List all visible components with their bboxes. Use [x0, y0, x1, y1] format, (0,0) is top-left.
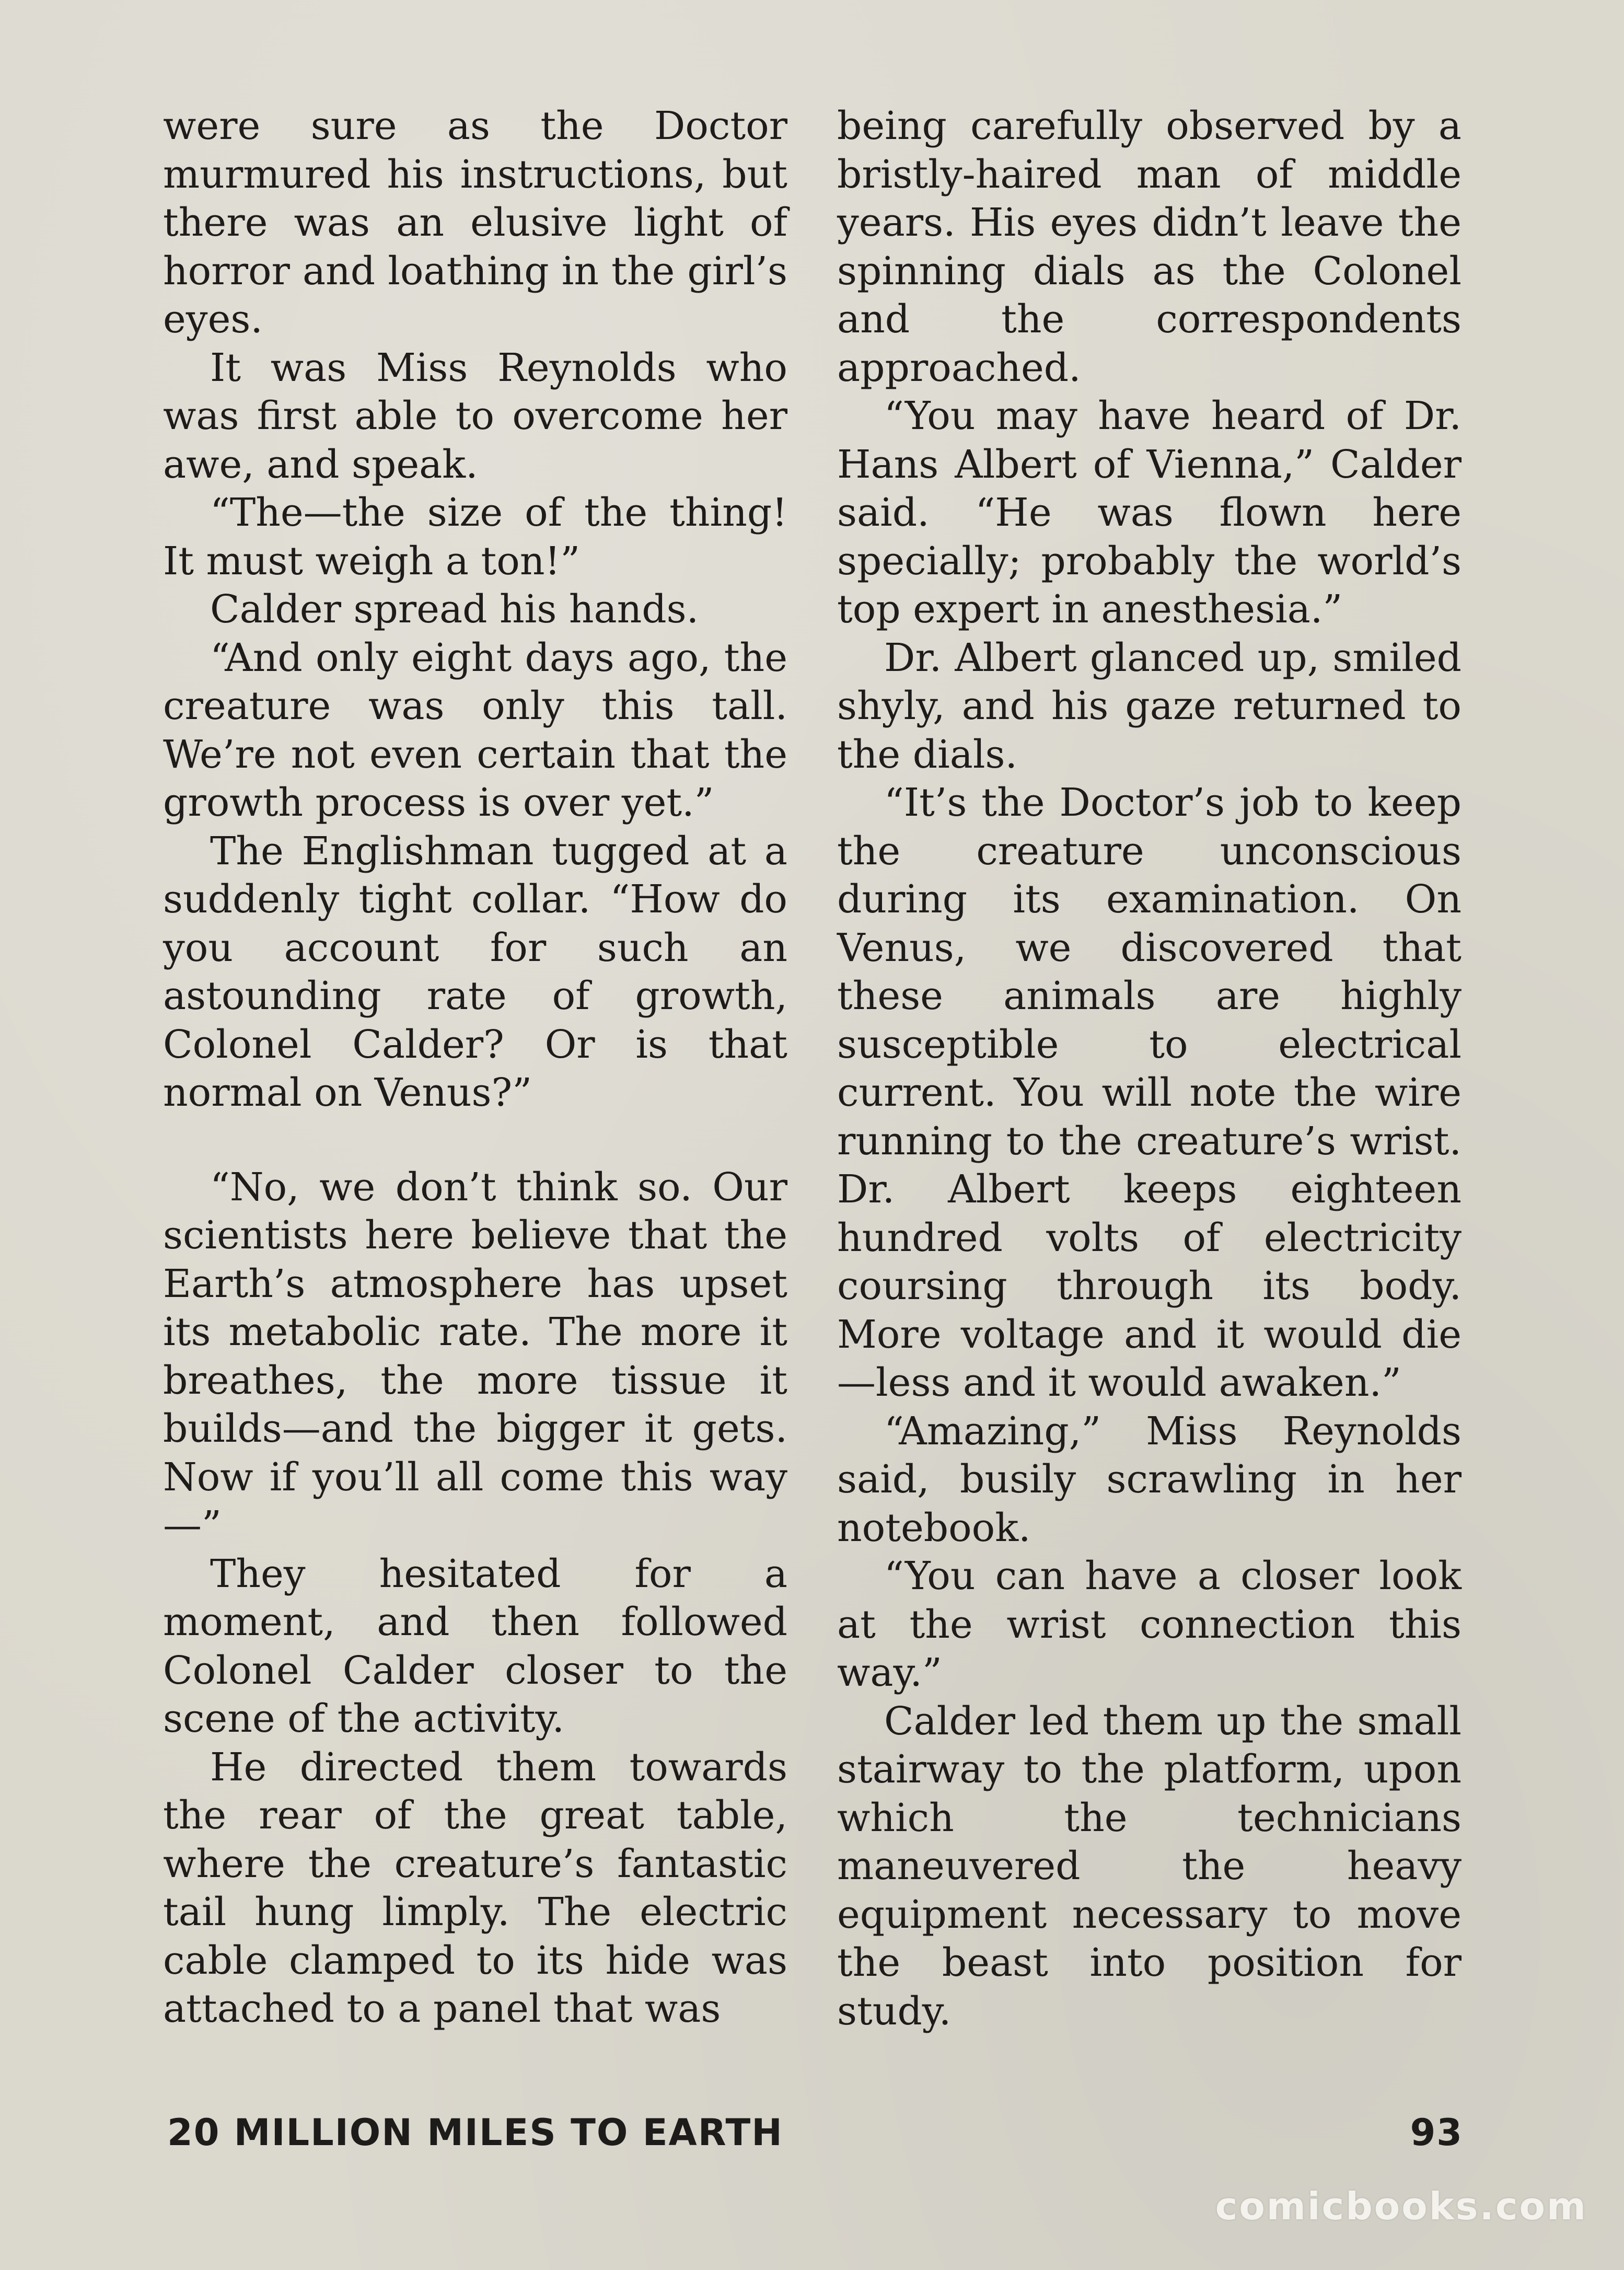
paragraph: They hesitated for a moment, and then followed Colonel Calder closer to the scene of the activity.: [163, 1551, 787, 1741]
left-text-column: [163, 102, 787, 2033]
paragraph: were sure as the Doctor murmured his instructions, but there was an elusive light of horror and loathing in the girl’s eyes.: [163, 103, 787, 342]
paragraph: “You can have a closer look at the wrist connection this way.”: [837, 1554, 1461, 1695]
paragraph: “And only eight days ago, the creature was only this tall. We’re not even certain that the growth process is over yet.”: [163, 635, 787, 825]
paragraph: “No, we don’t think so. Our scientists here believe that the Earth’s atmosphere has upset its metabolic rate. The more it breathes, the more tissue it builds—and the bigger it gets. Now if you’ll all come this way—”: [163, 1164, 787, 1548]
right-text-column: [837, 102, 1461, 2035]
book-title: 20 MILLION MILES TO EARTH: [167, 2111, 783, 2154]
paragraph: Calder led them up the small stairway to the platform, upon which the technicians maneuvered the heavy equipment necessary to move the beast into position for study.: [837, 1698, 1461, 2034]
paragraph: “It’s the Doctor’s job to keep the creature unconscious during its examination. On Venus, we discovered that these animals are highly susceptible to electrical current. You will note the wire running to the creature’s wrist. Dr. Albert keeps eighteen hundred volts of electricity coursing through its body. More voltage and it would die —less and it would awaken.”: [837, 780, 1461, 1405]
paragraph: “Amazing,” Miss Reynolds said, busily scrawling in her notebook.: [837, 1408, 1461, 1550]
page-footer: [167, 2111, 1463, 2163]
paragraph: He directed them towards the rear of the great table, where the creature’s fantastic tail hung limply. The electric cable clamped to its hide was attached to a panel that was: [163, 1744, 787, 2031]
paragraph: The Englishman tugged at a suddenly tight collar. “How do you account for such an astounding rate of growth, Colonel Calder? Or is that normal on Venus?”: [163, 828, 787, 1115]
paragraph: Calder spread his hands.: [210, 587, 699, 632]
site-watermark: comicbooks.com: [1215, 2184, 1587, 2228]
page-number: 93: [1410, 2111, 1463, 2154]
paragraph: “The—the size of the thing! It must weigh a ton!”: [163, 490, 787, 584]
paragraph: Dr. Albert glanced up, smiled shyly, and his gaze returned to the dials.: [837, 635, 1461, 777]
paragraph: It was Miss Reynolds who was first able to overcome her awe, and speak.: [163, 345, 787, 487]
paragraph: “You may have heard of Dr. Hans Albert of Vienna,” Calder said. “He was flown here specially; probably the world’s top expert in anesthesia.”: [837, 393, 1461, 632]
paragraph: being carefully observed by a bristly-haired man of middle years. His eyes didn’t leave the spinning dials as the Colonel and the correspondents approached.: [837, 103, 1461, 390]
